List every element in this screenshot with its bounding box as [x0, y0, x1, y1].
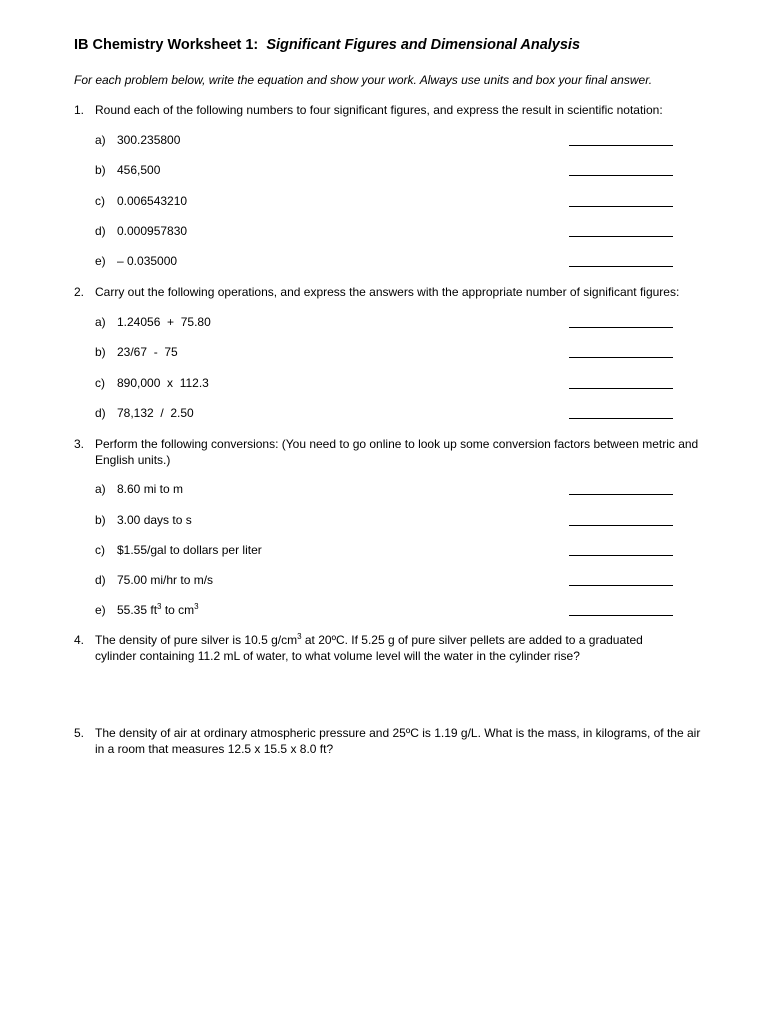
item-value: – 0.035000	[117, 254, 178, 268]
item-value: 78,132 / 2.50	[117, 406, 194, 420]
q3-item-c	[95, 542, 675, 558]
item-label: b)	[95, 345, 106, 359]
item-value: 23/67 - 75	[117, 345, 178, 359]
question-text: Round each of the following numbers to four significant figures, and express the result in scientific notation:	[95, 103, 663, 117]
item-label: a)	[95, 482, 106, 496]
answer-blank[interactable]	[569, 615, 673, 616]
question-number: 4.	[74, 633, 85, 647]
item-value: $1.55/gal to dollars per liter	[117, 543, 262, 557]
answer-blank[interactable]	[569, 327, 673, 328]
answer-blank[interactable]	[569, 525, 673, 526]
item-value: 1.24056 + 75.80	[117, 315, 211, 329]
q1-item-c	[95, 193, 675, 209]
answer-blank[interactable]	[569, 206, 673, 207]
answer-blank[interactable]	[569, 494, 673, 495]
question-text: Carry out the following operations, and express the answers with the appropriate number of significant figures:	[95, 285, 680, 299]
item-value: 456,500	[117, 163, 161, 177]
item-label: e)	[95, 603, 106, 617]
item-value: 0.006543210	[117, 194, 188, 208]
q3-item-b	[95, 512, 675, 528]
question-number: 1.	[74, 103, 85, 117]
answer-blank[interactable]	[569, 585, 673, 586]
title-subtitle: Significant Figures and Dimensional Analysis	[266, 37, 581, 53]
question-number: 5.	[74, 726, 85, 740]
q3-item-d	[95, 572, 675, 588]
item-value: 8.60 mi to m	[117, 482, 184, 496]
answer-blank[interactable]	[569, 145, 673, 146]
question-text: Perform the following conversions: (You need to go online to look up some conversion factors between metric and English units.)	[95, 437, 699, 467]
item-value: 75.00 mi/hr to m/s	[117, 573, 214, 587]
item-value: 300.235800	[117, 133, 181, 147]
item-label: b)	[95, 163, 106, 177]
answer-blank[interactable]	[569, 555, 673, 556]
q1-item-b	[95, 162, 675, 178]
question-number: 3.	[74, 437, 85, 451]
question-3	[74, 436, 714, 468]
q3-item-e	[95, 602, 675, 618]
item-label: c)	[95, 194, 105, 208]
item-label: a)	[95, 315, 106, 329]
q3-item-a	[95, 481, 675, 497]
title-main: IB Chemistry Worksheet 1:	[74, 37, 259, 53]
item-label: d)	[95, 224, 106, 238]
item-label: c)	[95, 543, 105, 557]
q1-item-e	[95, 253, 675, 269]
answer-blank[interactable]	[569, 418, 673, 419]
item-label: d)	[95, 406, 106, 420]
item-label: e)	[95, 254, 106, 268]
item-value: 3.00 days to s	[117, 513, 192, 527]
item-value: 55.35 $ft^3$ to $cm^3$	[117, 602, 199, 617]
item-label: d)	[95, 573, 106, 587]
item-value: 890,000 x 112.3	[117, 376, 209, 390]
question-number: 2.	[74, 285, 85, 299]
answer-blank[interactable]	[569, 388, 673, 389]
question-text: The density of pure silver is 10.5 $g/cm^3$ at 20ºC. If 5.25 g of pure silver pellets are added to a graduated cylinder containing 11.2 mL of water, to what volume level will the water in the cylinder rise?	[95, 632, 643, 663]
answer-blank[interactable]	[569, 357, 673, 358]
q1-item-d	[95, 223, 675, 239]
q1-item-a	[95, 132, 675, 148]
question-4	[74, 632, 714, 664]
answer-blank[interactable]	[569, 266, 673, 267]
instructions: For each problem below, write the equation and show your work. Always use units and box your final answer.	[74, 73, 653, 87]
q2-item-d	[95, 405, 675, 421]
question-5	[74, 725, 714, 757]
q2-item-b	[95, 344, 675, 360]
answer-blank[interactable]	[569, 236, 673, 237]
item-label: b)	[95, 513, 106, 527]
answer-blank[interactable]	[569, 175, 673, 176]
item-label: c)	[95, 376, 105, 390]
item-label: a)	[95, 133, 106, 147]
q2-item-c	[95, 375, 675, 391]
question-text: The density of air at ordinary atmospheric pressure and 25ºC is 1.19 g/L. What is the mass, in kilograms, of the air in a room that measures 12.5 x 15.5 x 8.0 ft?	[95, 726, 701, 756]
q2-item-a	[95, 314, 675, 330]
page-title	[74, 37, 580, 53]
item-value: 0.000957830	[117, 224, 188, 238]
